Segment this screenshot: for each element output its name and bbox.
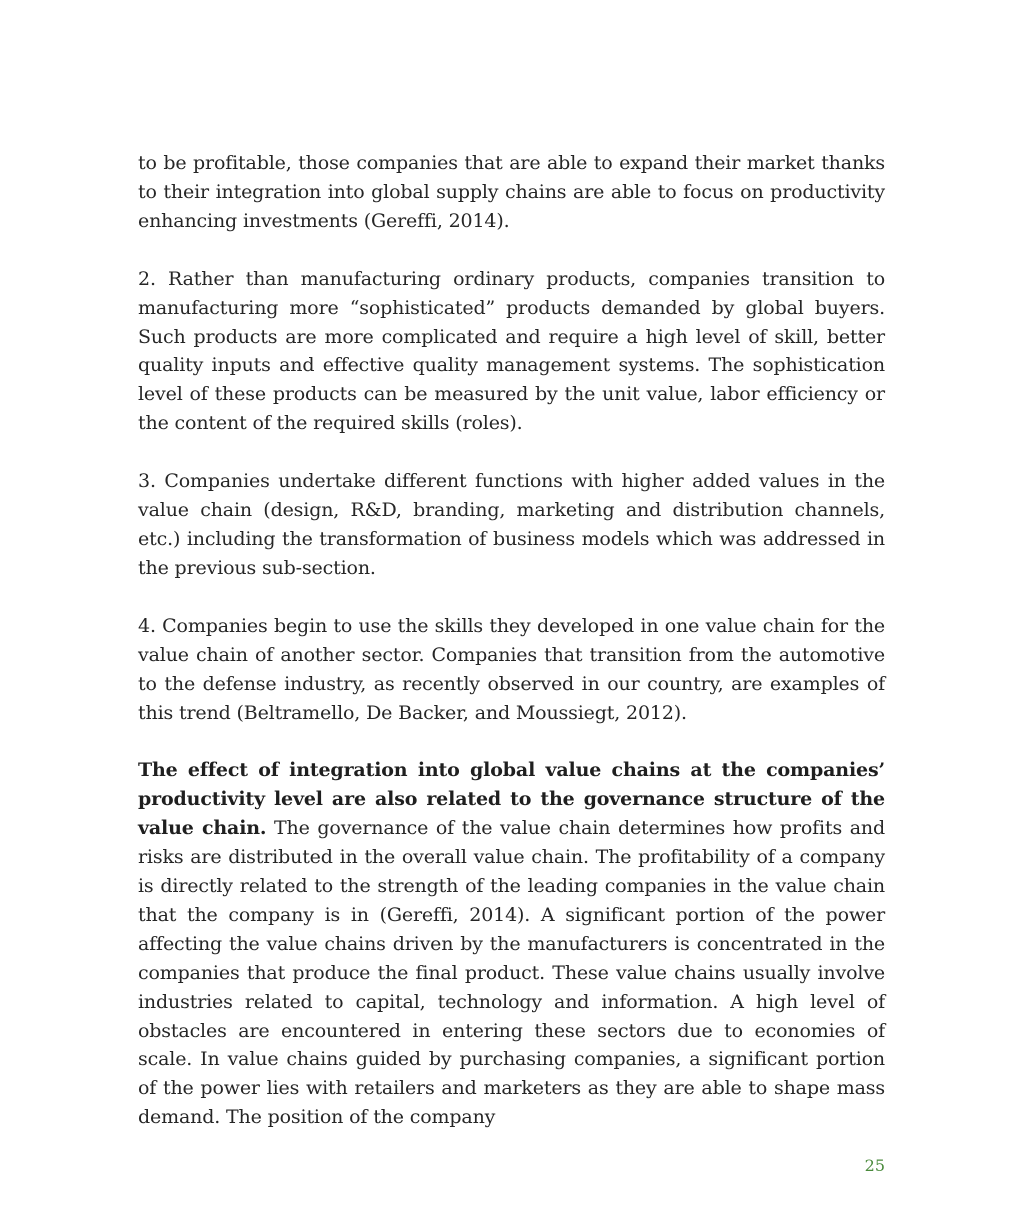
paragraph-item-2: 2. Rather than manufacturing ordinary products, companies transition to manufacturing more “sophisticated” products demanded by global buyers. Such products are more complicated and require a high level of skill, better quality inputs and effective quality management systems. The sophistication level of these products can be measured by the unit value, labor efficiency or the content of the required skills (roles). [138,267,885,435]
page-number: 25 [864,1156,885,1175]
document-body [138,149,885,1161]
paragraph-governance [138,756,885,1132]
paragraph-item-3: 3. Companies undertake different functions with higher added values in the value chain (design, R&D, branding, marketing and distribution channels, etc.) including the transformation of business models which was addressed in the previous sub-section. [138,470,885,579]
paragraph-governance-body: The governance of the value chain determines how profits and risks are distributed in the overall value chain. The profitability of a company is directly related to the strength of the leading companies in the value chain that the company is in (Gereffi, 2014). A significant portion of the power affecting the value chains driven by the manufacturers is concentrated in the companies that produce the final product. These value chains usually involve industries related to capital, technology and information. A high level of obstacles are encountered in entering these sectors due to economies of scale. In value chains guided by purchasing companies, a significant portion of the power lies with retailers and marketers as they are able to shape mass demand. The position of the company [138,817,885,1129]
paragraph-intro-continuation: to be profitable, those companies that are able to expand their market thanks to their integration into global supply chains are able to focus on productivity enhancing investments (Gereffi, 2014). [138,152,885,232]
paragraph-item-4: 4. Companies begin to use the skills they developed in one value chain for the value chain of another sector. Companies that transition from the automotive to the defense industry, as recently observed in our country, are examples of this trend (Beltramello, De Backer, and Moussiegt, 2012). [138,614,885,724]
paragraph-governance-lead: The effect of integration into global value chains at the companies’ productivity level are also related to the governance structure of the value chain. [138,759,885,840]
